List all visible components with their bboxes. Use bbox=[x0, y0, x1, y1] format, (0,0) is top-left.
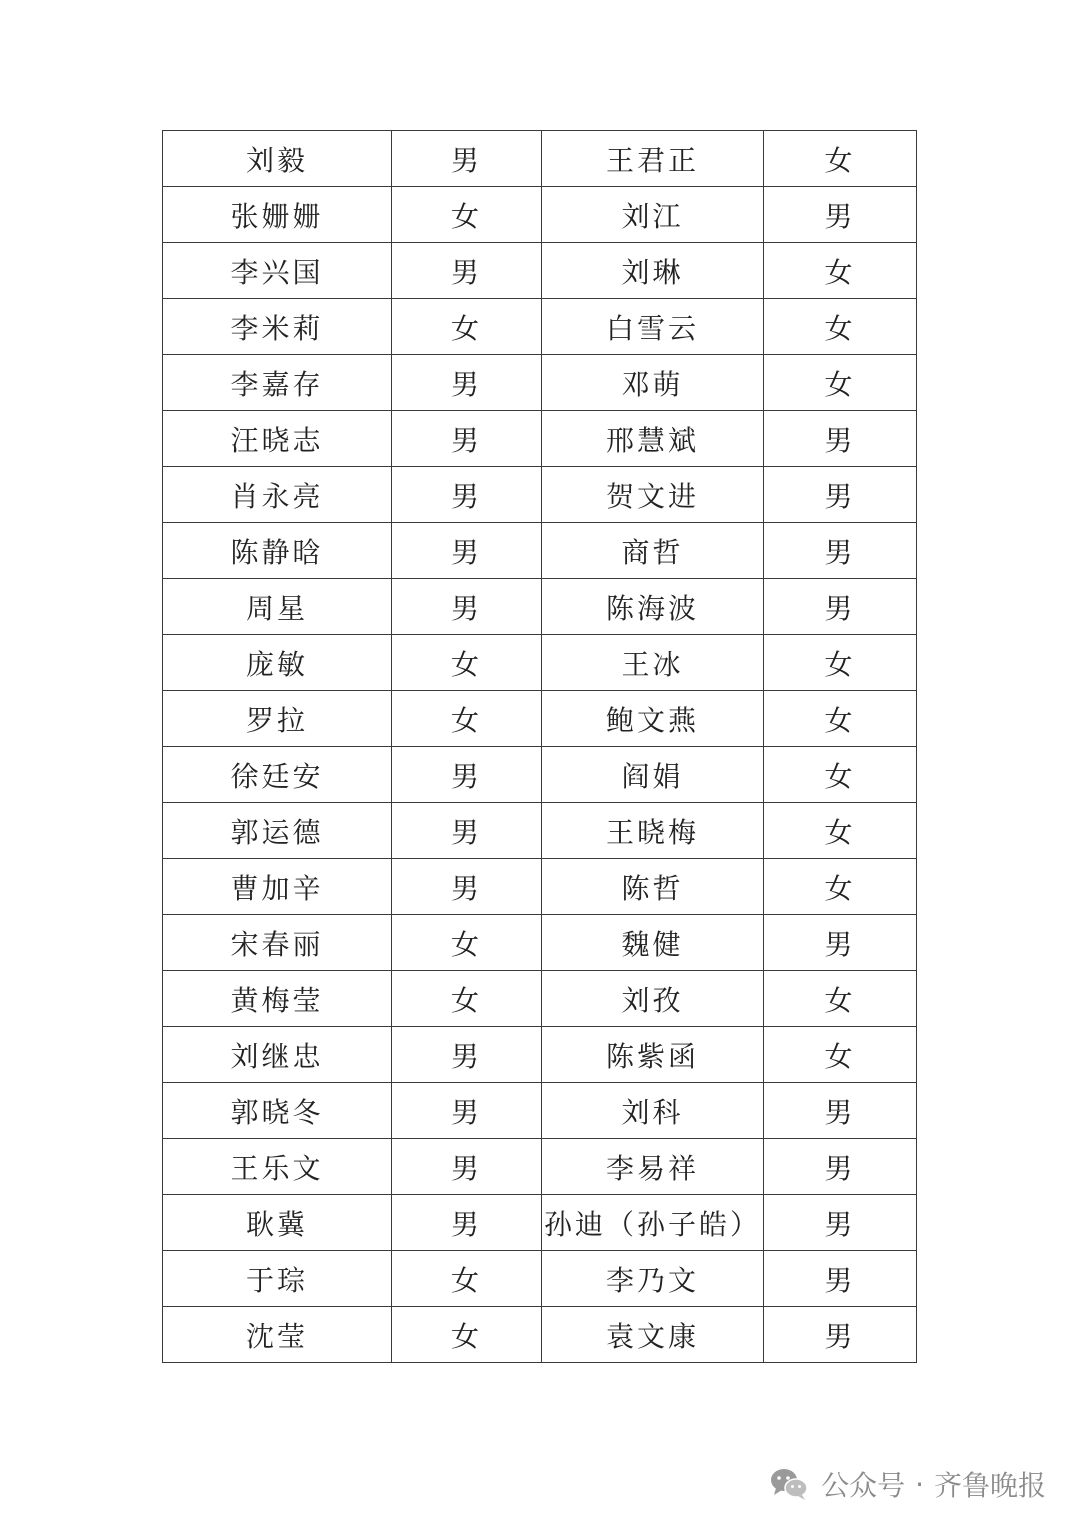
table-row bbox=[163, 747, 917, 803]
table-row bbox=[163, 1251, 917, 1307]
name-cell: 刘继忠 bbox=[163, 1027, 392, 1083]
name-cell: 陈哲 bbox=[542, 859, 764, 915]
gender-cell: 女 bbox=[764, 355, 917, 411]
watermark bbox=[769, 1462, 1046, 1506]
name-cell: 刘孜 bbox=[542, 971, 764, 1027]
name-cell: 曹加辛 bbox=[163, 859, 392, 915]
gender-cell: 男 bbox=[764, 187, 917, 243]
table-row bbox=[163, 971, 917, 1027]
table-row bbox=[163, 1139, 917, 1195]
name-cell: 李易祥 bbox=[542, 1139, 764, 1195]
gender-cell: 男 bbox=[764, 411, 917, 467]
name-cell: 刘琳 bbox=[542, 243, 764, 299]
gender-cell: 男 bbox=[392, 1139, 542, 1195]
name-cell: 魏健 bbox=[542, 915, 764, 971]
name-cell: 汪晓志 bbox=[163, 411, 392, 467]
gender-cell: 男 bbox=[392, 747, 542, 803]
name-cell: 刘科 bbox=[542, 1083, 764, 1139]
name-cell: 刘江 bbox=[542, 187, 764, 243]
table-row bbox=[163, 131, 917, 187]
gender-cell: 女 bbox=[764, 299, 917, 355]
watermark-label: 公众号 bbox=[821, 1469, 906, 1502]
gender-cell: 男 bbox=[764, 467, 917, 523]
gender-cell: 男 bbox=[392, 355, 542, 411]
table-row bbox=[163, 1307, 917, 1363]
gender-cell: 女 bbox=[764, 747, 917, 803]
table-row bbox=[163, 411, 917, 467]
name-cell: 陈静晗 bbox=[163, 523, 392, 579]
gender-cell: 女 bbox=[764, 243, 917, 299]
gender-cell: 男 bbox=[764, 523, 917, 579]
watermark-separator: · bbox=[915, 1467, 924, 1501]
name-cell: 商哲 bbox=[542, 523, 764, 579]
wechat-icon bbox=[769, 1467, 809, 1501]
name-cell: 王冰 bbox=[542, 635, 764, 691]
name-cell: 陈海波 bbox=[542, 579, 764, 635]
gender-cell: 男 bbox=[392, 803, 542, 859]
name-cell: 白雪云 bbox=[542, 299, 764, 355]
gender-cell: 男 bbox=[392, 859, 542, 915]
roster-table bbox=[162, 130, 917, 1363]
table-row bbox=[163, 1027, 917, 1083]
gender-cell: 男 bbox=[764, 1251, 917, 1307]
name-cell: 肖永亮 bbox=[163, 467, 392, 523]
table-row bbox=[163, 691, 917, 747]
gender-cell: 男 bbox=[392, 131, 542, 187]
gender-cell: 女 bbox=[764, 859, 917, 915]
name-cell: 庞敏 bbox=[163, 635, 392, 691]
name-cell: 耿冀 bbox=[163, 1195, 392, 1251]
table-row bbox=[163, 187, 917, 243]
gender-cell: 女 bbox=[764, 635, 917, 691]
name-cell: 贺文进 bbox=[542, 467, 764, 523]
gender-cell: 女 bbox=[392, 299, 542, 355]
name-cell: 王晓梅 bbox=[542, 803, 764, 859]
name-cell: 袁文康 bbox=[542, 1307, 764, 1363]
table-row bbox=[163, 467, 917, 523]
table-row bbox=[163, 859, 917, 915]
roster-body bbox=[163, 131, 917, 1363]
name-cell: 张姗姗 bbox=[163, 187, 392, 243]
table-row bbox=[163, 243, 917, 299]
name-cell: 于琮 bbox=[163, 1251, 392, 1307]
gender-cell: 男 bbox=[764, 1307, 917, 1363]
name-cell: 李乃文 bbox=[542, 1251, 764, 1307]
gender-cell: 男 bbox=[764, 915, 917, 971]
name-cell: 宋春丽 bbox=[163, 915, 392, 971]
name-cell: 徐廷安 bbox=[163, 747, 392, 803]
gender-cell: 男 bbox=[392, 243, 542, 299]
gender-cell: 女 bbox=[764, 971, 917, 1027]
gender-cell: 男 bbox=[392, 1195, 542, 1251]
gender-cell: 女 bbox=[392, 635, 542, 691]
table-row bbox=[163, 299, 917, 355]
gender-cell: 男 bbox=[392, 523, 542, 579]
gender-cell: 女 bbox=[392, 1251, 542, 1307]
name-cell: 李米莉 bbox=[163, 299, 392, 355]
gender-cell: 女 bbox=[764, 131, 917, 187]
name-cell: 李兴国 bbox=[163, 243, 392, 299]
name-cell: 孙迪（孙子皓） bbox=[542, 1195, 764, 1251]
table-row bbox=[163, 1195, 917, 1251]
name-cell: 陈紫函 bbox=[542, 1027, 764, 1083]
gender-cell: 女 bbox=[392, 1307, 542, 1363]
gender-cell: 男 bbox=[392, 579, 542, 635]
gender-cell: 女 bbox=[764, 1027, 917, 1083]
gender-cell: 男 bbox=[764, 1195, 917, 1251]
name-cell: 郭运德 bbox=[163, 803, 392, 859]
gender-cell: 女 bbox=[392, 187, 542, 243]
gender-cell: 女 bbox=[392, 691, 542, 747]
table-row bbox=[163, 635, 917, 691]
gender-cell: 男 bbox=[764, 579, 917, 635]
name-cell: 邓萌 bbox=[542, 355, 764, 411]
gender-cell: 女 bbox=[764, 803, 917, 859]
name-cell: 沈莹 bbox=[163, 1307, 392, 1363]
name-cell: 王乐文 bbox=[163, 1139, 392, 1195]
name-cell: 李嘉存 bbox=[163, 355, 392, 411]
table-row bbox=[163, 915, 917, 971]
name-cell: 周星 bbox=[163, 579, 392, 635]
gender-cell: 男 bbox=[392, 411, 542, 467]
name-cell: 郭晓冬 bbox=[163, 1083, 392, 1139]
name-cell: 黄梅莹 bbox=[163, 971, 392, 1027]
watermark-name: 齐鲁晚报 bbox=[933, 1469, 1046, 1502]
name-cell: 邢慧斌 bbox=[542, 411, 764, 467]
name-cell: 王君正 bbox=[542, 131, 764, 187]
name-cell: 罗拉 bbox=[163, 691, 392, 747]
gender-cell: 女 bbox=[764, 691, 917, 747]
gender-cell: 女 bbox=[392, 915, 542, 971]
name-cell: 刘毅 bbox=[163, 131, 392, 187]
gender-cell: 男 bbox=[764, 1083, 917, 1139]
name-cell: 鲍文燕 bbox=[542, 691, 764, 747]
gender-cell: 女 bbox=[392, 971, 542, 1027]
table-row bbox=[163, 523, 917, 579]
gender-cell: 男 bbox=[392, 467, 542, 523]
name-cell: 阎娟 bbox=[542, 747, 764, 803]
gender-cell: 男 bbox=[392, 1027, 542, 1083]
gender-cell: 男 bbox=[764, 1139, 917, 1195]
gender-cell: 男 bbox=[392, 1083, 542, 1139]
table-row bbox=[163, 355, 917, 411]
table-row bbox=[163, 803, 917, 859]
table-row bbox=[163, 1083, 917, 1139]
table-row bbox=[163, 579, 917, 635]
